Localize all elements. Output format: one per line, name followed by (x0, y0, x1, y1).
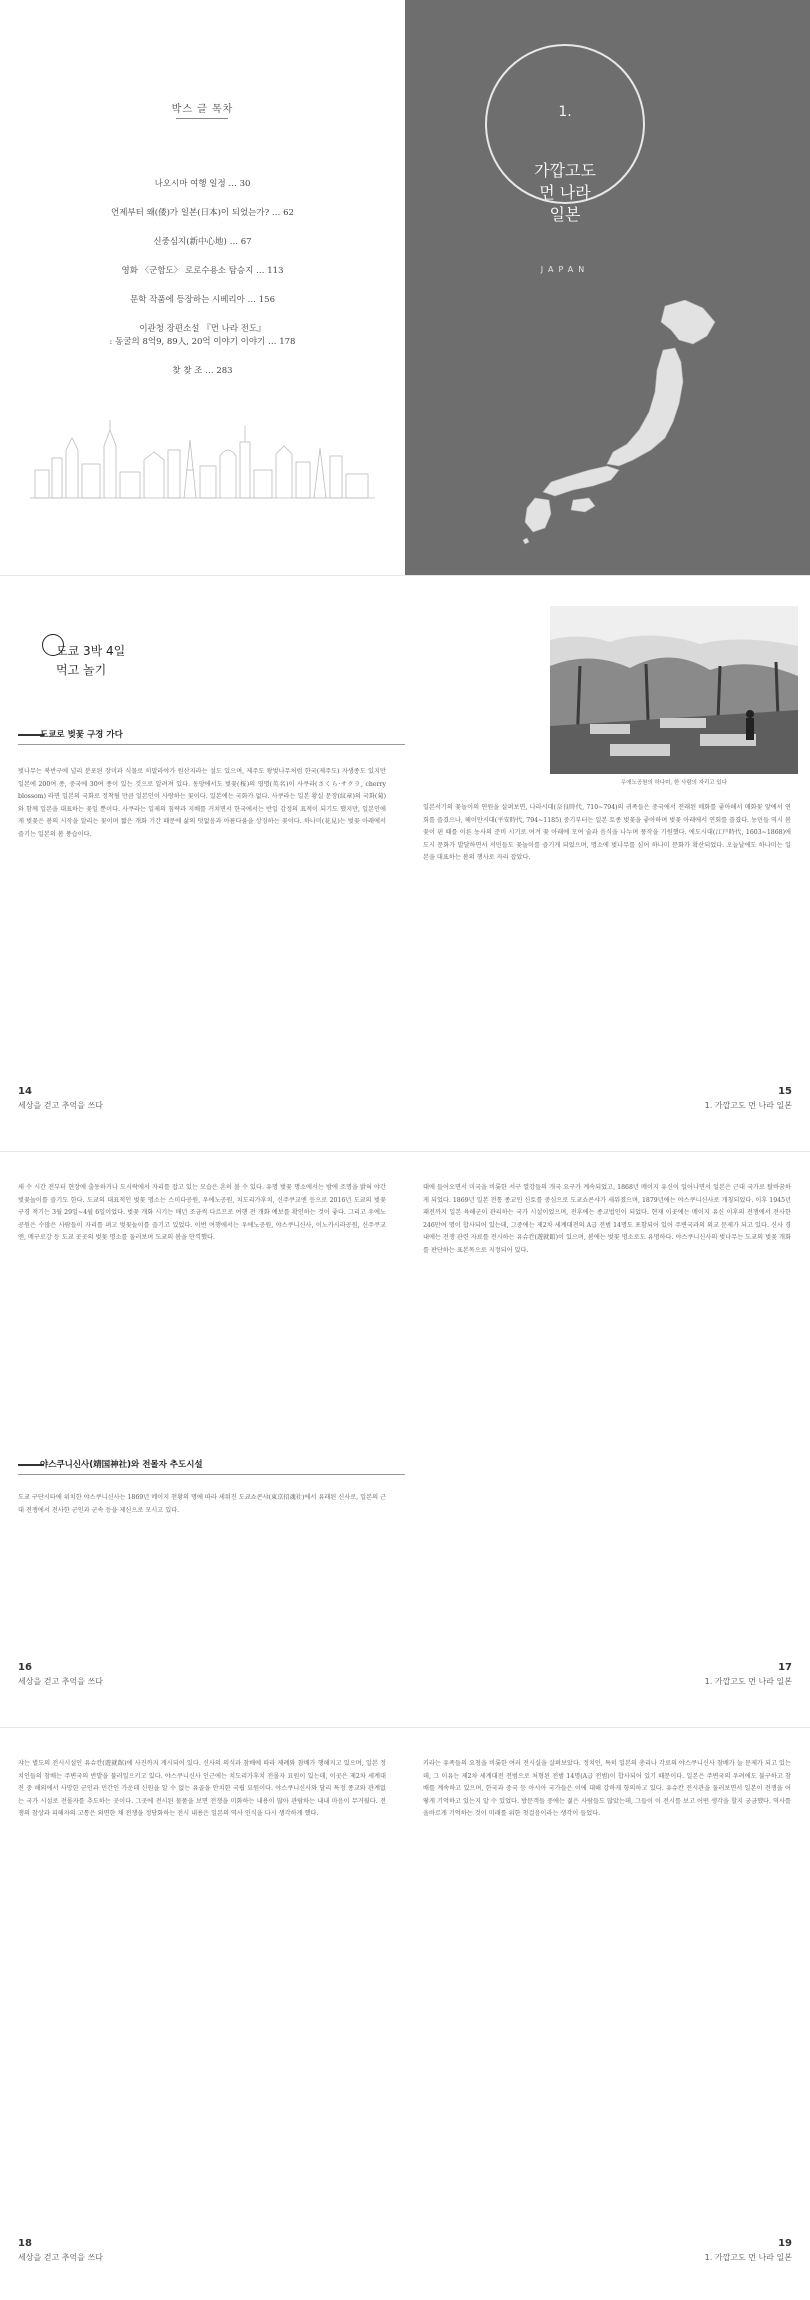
subsection-heading: 도쿄로 벚꽃 구경 가다 (40, 730, 123, 740)
toc-item: 나오시마 여행 일정 … 30 (154, 179, 251, 189)
photo-caption: 우에노공원의 하나미, 한 사람의 자리고 있다 (620, 780, 728, 786)
body-paragraph: 도쿄 구단시타에 위치한 야스쿠니신사는 1869년 메이지 천황의 명에 따라 세워진 도쿄쇼콘샤(東京招魂社)에서 유래된 신사로, 일본의 근대 전쟁에서 전사한 군인과 군속 등을 제신으로 모시고 있다. (18, 1494, 386, 1514)
chapter-label: JAPAN (540, 265, 590, 274)
page-number: 15 (778, 1086, 792, 1097)
page-14 (0, 576, 405, 1151)
page-19 (405, 1728, 810, 2300)
page-17 (405, 1152, 810, 1727)
spread-pages-18-19 (0, 1728, 810, 2300)
city-skyline-illustration (30, 420, 375, 500)
toc-item: 찾 찾 조 … 283 (172, 366, 233, 376)
running-title: 세상을 걷고 추억을 쓰다 (18, 1677, 103, 1686)
spread-pages-16-17 (0, 1152, 810, 1727)
page-footer (705, 1662, 792, 1687)
toc-item: 문학 작품에 등장하는 시베리아 … 156 (130, 295, 275, 305)
page-box-toc (0, 0, 405, 575)
section-rule (18, 1474, 405, 1475)
body-paragraph: 새 수 시간 전부터 현장에 출동하거나 도시락에서 자리를 잡고 있는 모습은 흔히 볼 수 있다. 유명 벚꽃 명소에서는 밤에 조명을 밝혀 야간 벚꽃놀이를 즐기도 한다. 도쿄의 대표적인 벚꽃 명소는 스미다공원, 우에노공원, 치도리가후치, 신주쿠교엔 등으로 2016년 도쿄의 벚꽃 구경 적기는 3월 29일~4월 6일이었다. 벚꽃 개화 시기는 매년 조금씩 다르므로 여행 전 개화 예보를 확인하는 것이 좋다. 그리고 우에노공원은 수많은 사람들이 자리를 펴고 벚꽃놀이를 즐기고 있었다. 이번 여행에서는 우에노공원, 야스쿠니신사, 이노카시라공원, 신주쿠교엔, 메구로강 등 도쿄 곳곳의 벚꽃 명소를 둘러보며 도쿄의 봄을 만끽했다. (18, 1184, 386, 1242)
box-toc-list (0, 178, 405, 394)
toc-item: 영화 〈군함도〉 로로수용소 탐승지 … 113 (121, 266, 284, 276)
running-title: 1. 가깝고도 먼 나라 일본 (704, 2253, 792, 2262)
running-title: 1. 가깝고도 먼 나라 일본 (704, 1101, 792, 1110)
page-number: 16 (18, 1662, 32, 1673)
page-footer (18, 2238, 103, 2263)
chapter-title: 가깝고도 먼 나라 일본 (534, 161, 596, 224)
page-chapter-opener (405, 0, 810, 575)
body-paragraph: 키라는 유족들의 요청을 비롯한 여러 전시실을 살펴보았다. 정치인, 특히 일본의 총리나 각료의 야스쿠니신사 참배가 늘 문제가 되고 있는데, 그 이유는 제2차 세계대전 전범으로 처형된 전범 14명(A급 전범)이 합사되어 있기 때문이다. 일본은 주변국의 우려에도 불구하고 참배를 계속하고 있으며, 한국과 중국 등 아시아 국가들은 이에 대해 강하게 항의하고 있다. 유슈칸 전시관을 둘러보면서 일본이 전쟁을 어떻게 기억하고 있는지 알 수 있었다. 방문객들 중에는 젊은 사람들도 많았는데, 그들이 이 전시를 보고 어떤 생각을 할지 궁금했다. 역사를 올바르게 기억하는 것이 미래를 위한 첫걸음이라는 생각이 들었다. (423, 1760, 791, 1818)
page-number: 14 (18, 1086, 32, 1097)
body-paragraph: 대에 들어오면서 미국을 비롯한 서구 열강들의 개국 요구가 계속되었고, 1868년 메이지 유신이 일어나면서 일본은 근대 국가로 탈바꿈하게 되었다. 1869년 일본 전통 종교인 신토를 중심으로 도쿄쇼콘샤가 세워졌으며, 1879년에는 야스쿠니신사로 개칭되었다. 이후 1945년 패전까지 일본 육해군이 관리하는 국가 시설이었으며, 전후에는 종교법인이 되었다. 현재 이곳에는 메이지 유신 이후의 전쟁에서 전사한 246만여 명이 합사되어 있는데, 그중에는 제2차 세계대전의 A급 전범 14명도 포함되어 있어 주변국과의 외교 문제가 되고 있다. 신사 경내에는 전쟁 관련 자료를 전시하는 유슈칸(遊就館)이 있으며, 봄에는 벚꽃 명소로도 유명하다. 야스쿠니신사의 벚나무는 도쿄의 벚꽃 개화를 판단하는 표본목으로 지정되어 있다. (423, 1184, 791, 1254)
spread-toc-chapter (0, 0, 810, 575)
section-title: 도쿄 3박 4일 먹고 놀기 (56, 644, 126, 677)
page-15 (405, 576, 810, 1151)
page-footer (18, 1662, 103, 1687)
page-number: 17 (778, 1662, 792, 1673)
running-title: 세상을 걷고 추억을 쓰다 (18, 1101, 103, 1110)
page-number: 19 (778, 2238, 792, 2249)
running-title: 세상을 걷고 추억을 쓰다 (18, 2253, 103, 2262)
page-18 (0, 1728, 405, 2300)
japan-map-illustration (515, 300, 735, 550)
toc-item: 이관청 장편소설 『먼 나라 전도』 : 동굴의 8억9, 89人, 20억 이야기 이야기 … 178 (109, 324, 296, 347)
page-footer (705, 1086, 792, 1111)
page-16 (0, 1152, 405, 1727)
page-number: 18 (18, 2238, 32, 2249)
body-paragraph: 쟈는 별도의 전시시설인 유슈칸(遊就館)에 사진까지 게시되어 있다. 신사의 의식과 참배에 따라 제례와 참배가 행해지고 있으며, 일본 정치인들의 참배는 주변국의 반발을 불러일으키고 있다. 야스쿠니신사 인근에는 치도리가후치 전몰자 묘원이 있는데, 이곳은 제2차 세계대전 중 해외에서 사망한 군인과 민간인 가운데 신원을 알 수 없는 유골을 안치한 국립 묘원이다. 야스쿠니신사와 달리 특정 종교와 관계없는 국가 시설로 전몰자를 추도하는 곳이다. 그곳에 전시된 물품을 보면 전쟁을 미화하는 내용이 많아 관람하는 내내 마음이 무거웠다. 전쟁의 참상과 피해자의 고통은 외면한 채 전쟁을 정당화하는 전시 내용은 일본의 역사 인식을 다시 생각하게 했다. (18, 1760, 386, 1818)
spread-pages-14-15 (0, 576, 810, 1151)
box-toc-title: 박스 글 목차 (171, 104, 234, 115)
subsection-heading: 야스쿠니신사(靖国神社)와 전몰자 추도시설 (40, 1460, 203, 1470)
running-title: 1. 가깝고도 먼 나라 일본 (704, 1677, 792, 1686)
page-footer (705, 2238, 792, 2263)
body-paragraph: 벚나무는 북반구에 널리 분포된 장미과 식물로 히말라야가 원산지라는 설도 있으며, 제주도 왕벚나무처럼 한국(제주도) 자생종도 있지만 일본에 200여 종, 중국에 30여 종이 있는 것으로 알려져 있다. 동양에서도 벚꽃(桜)의 영명(英名)이 사쿠라(さくら·サクラ, cherry blossom) 라면 일본의 국화로 정착될 만큼 일본인이 사랑하는 꽃이다. 일본에는 국화가 없다. 사쿠라는 일본 황실 문장(紋章)의 국화(菊)와 함께 일본을 대표하는 꽃일 뿐이다. 사쿠라는 일제의 침략과 지배를 거치면서 한국에서는 반일 감정의 표적이 되기도 했지만, 일본인에게 벚꽃은 봄의 시작을 알리는 꽃이며 짧은 개화 기간 때문에 삶의 덧없음과 아름다움을 상징하는 꽃이다. 하나미(花見)는 벚꽃 아래에서 즐기는 일본의 봄 풍습이다. (18, 768, 386, 838)
body-paragraph: 일본서기의 꽃놀이의 연원을 살펴보면, 나라시대(奈良時代, 710~794)의 귀족들은 중국에서 전래된 매화를 좋아해서 매화꽃 앞에서 연회를 즐겼으나, 헤이안시대(平安時代, 794~1185) 중기부터는 일본 토종 벚꽃을 좋아하며 벚꽃 아래에서 연회를 즐겼다. 농민들 역시 봄꽃이 핀 때를 이른 농사의 준비 시기로 여겨 꽃 아래에 모여 술과 음식을 나누며 풍작을 기원했다. 에도시대(江戸時代, 1603~1868)에 도시 문화가 발달하면서 서민들도 꽃놀이를 즐기게 되었으며, 명소에 벚나무를 심어 하나미 문화가 확산되었다. 오늘날에도 하나미는 일본을 대표하는 봄의 행사로 자리 잡았다. (423, 804, 791, 862)
page-footer (18, 1086, 103, 1111)
chapter-number: 1. (558, 104, 572, 120)
toc-item: 신중심지(新中心地) … 67 (153, 237, 252, 247)
toc-item: 언제부터 왜(倭)가 일본(日本)이 되었는가? … 62 (111, 208, 294, 218)
section-rule (18, 744, 405, 745)
title-underline (176, 118, 228, 119)
hanami-photo (550, 606, 798, 774)
